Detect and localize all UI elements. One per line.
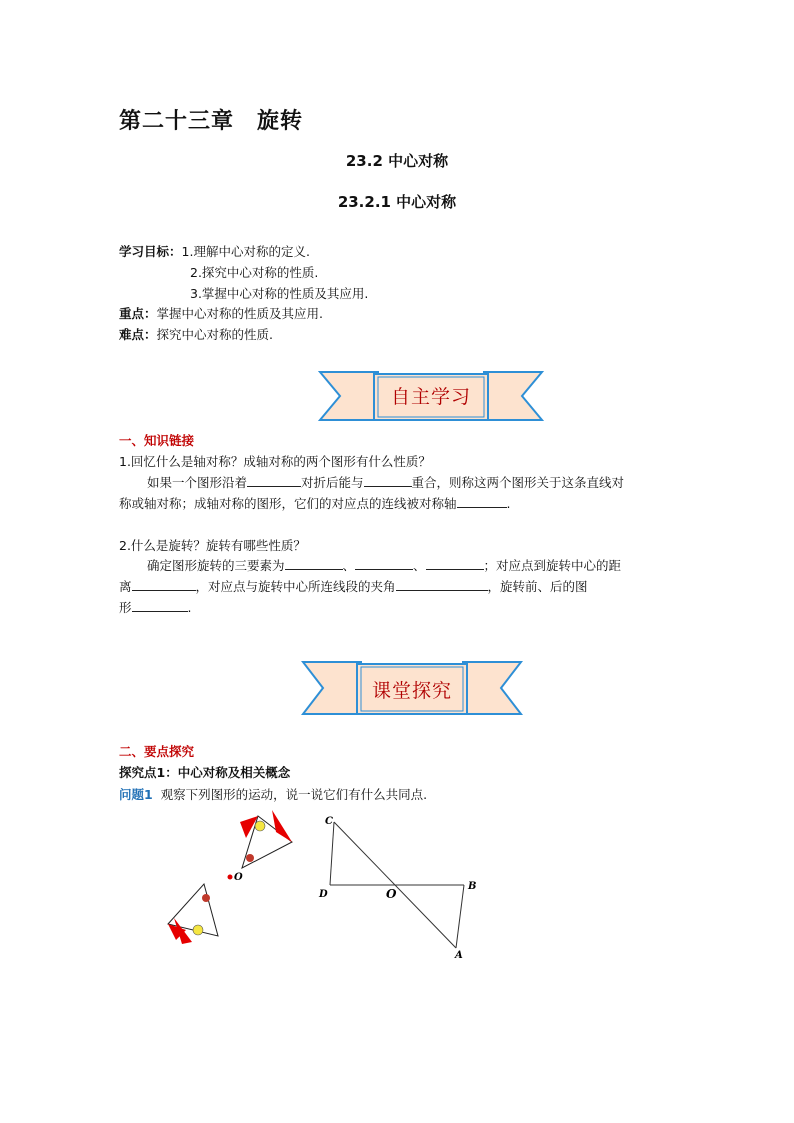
blank-element-2[interactable] bbox=[355, 557, 413, 570]
chapter-title: 第二十三章 旋转 bbox=[119, 109, 304, 134]
q1-text-b: 对折后能与 bbox=[301, 475, 364, 490]
rotating-triangles-figure bbox=[160, 808, 300, 958]
objective-2: 2.探究中心对称的性质. bbox=[190, 265, 319, 280]
blank-figure[interactable] bbox=[364, 474, 412, 487]
q1-text-c: 重合，则称这两个图形关于这条直线对 bbox=[411, 475, 625, 490]
red-dot-bottom bbox=[202, 894, 210, 902]
label-d: D bbox=[319, 889, 328, 900]
banner-classroom bbox=[301, 658, 523, 718]
yellow-dot-bottom bbox=[193, 925, 203, 935]
q2-text-d: ，对应点与旋转中心所连线段的夹角 bbox=[195, 579, 396, 594]
yellow-dot-top bbox=[255, 821, 265, 831]
q1-end: . bbox=[506, 496, 511, 511]
q1-text-a: 如果一个图形沿着 bbox=[147, 475, 248, 490]
banner-classroom-label: 课堂探究 bbox=[371, 680, 452, 702]
q2-sep-1: 、 bbox=[342, 558, 356, 573]
blank-axis[interactable] bbox=[457, 495, 507, 508]
objective-1: 1.理解中心对称的定义. bbox=[181, 244, 310, 259]
label-o1: O bbox=[234, 872, 243, 883]
question-1: 1.回忆什么是轴对称？成轴对称的两个图形有什么性质？ bbox=[119, 454, 431, 469]
key-point-line bbox=[119, 305, 323, 323]
question-2: 2.什么是旋转？旋转有哪些性质？ bbox=[119, 538, 306, 553]
problem-1 bbox=[119, 786, 427, 804]
part1-title: 一、知识链接 bbox=[119, 433, 195, 448]
problem-label: 问题1 bbox=[119, 787, 153, 802]
q2-text-f: 形 bbox=[119, 600, 132, 615]
q2-sep-2: 、 bbox=[413, 558, 426, 573]
q2-text-a: 确定图形旋转的三要素为 bbox=[147, 558, 285, 573]
label-o2: O bbox=[386, 887, 397, 901]
blank-figure-shape[interactable] bbox=[132, 599, 188, 612]
q2-line-2 bbox=[119, 578, 588, 596]
difficulty-label: 难点： bbox=[119, 327, 157, 342]
q2-line-3 bbox=[119, 599, 192, 617]
center-point-o bbox=[228, 875, 233, 880]
banner-self-study bbox=[318, 368, 544, 424]
q2-text-e: ，旋转前、后的图 bbox=[487, 579, 588, 594]
red-dot-top bbox=[246, 854, 254, 862]
objectives-line-1 bbox=[119, 243, 310, 261]
label-c: C bbox=[325, 816, 333, 827]
difficulty-line bbox=[119, 326, 273, 344]
objective-3: 3.掌握中心对称的性质及其应用. bbox=[190, 286, 369, 301]
q1-line-2 bbox=[119, 495, 511, 513]
blank-line[interactable] bbox=[247, 474, 301, 487]
key-text: 掌握中心对称的性质及其应用. bbox=[156, 306, 323, 321]
key-label: 重点： bbox=[119, 306, 157, 321]
triangle-cdo-abo-figure bbox=[312, 812, 482, 962]
q2-text-b: ；对应点到旋转中心的距 bbox=[483, 558, 622, 573]
objectives-label: 学习目标： bbox=[119, 244, 182, 259]
blank-distance[interactable] bbox=[132, 578, 196, 591]
q2-line-1 bbox=[147, 557, 621, 575]
blank-angle[interactable] bbox=[396, 578, 488, 591]
q2-end: . bbox=[187, 600, 192, 615]
q2-text-c: 离 bbox=[119, 579, 132, 594]
part2-title: 二、要点探究 bbox=[119, 744, 195, 759]
q1-text-d: 称或轴对称；成轴对称的图形，它们的对应点的连线被对称轴 bbox=[119, 496, 457, 511]
difficulty-text: 探究中心对称的性质. bbox=[156, 327, 273, 342]
subsection-title: 23.2.1 中心对称 bbox=[337, 193, 457, 211]
label-b: B bbox=[468, 881, 477, 892]
q1-line-1 bbox=[147, 474, 624, 492]
label-a: A bbox=[455, 950, 463, 961]
blank-element-1[interactable] bbox=[285, 557, 343, 570]
explore-point-1: 探究点1：中心对称及相关概念 bbox=[119, 765, 291, 780]
section-title: 23.2 中心对称 bbox=[345, 152, 449, 170]
blank-element-3[interactable] bbox=[426, 557, 484, 570]
banner-self-study-label: 自主学习 bbox=[390, 386, 471, 408]
problem-text: 观察下列图形的运动，说一说它们有什么共同点. bbox=[160, 787, 428, 802]
